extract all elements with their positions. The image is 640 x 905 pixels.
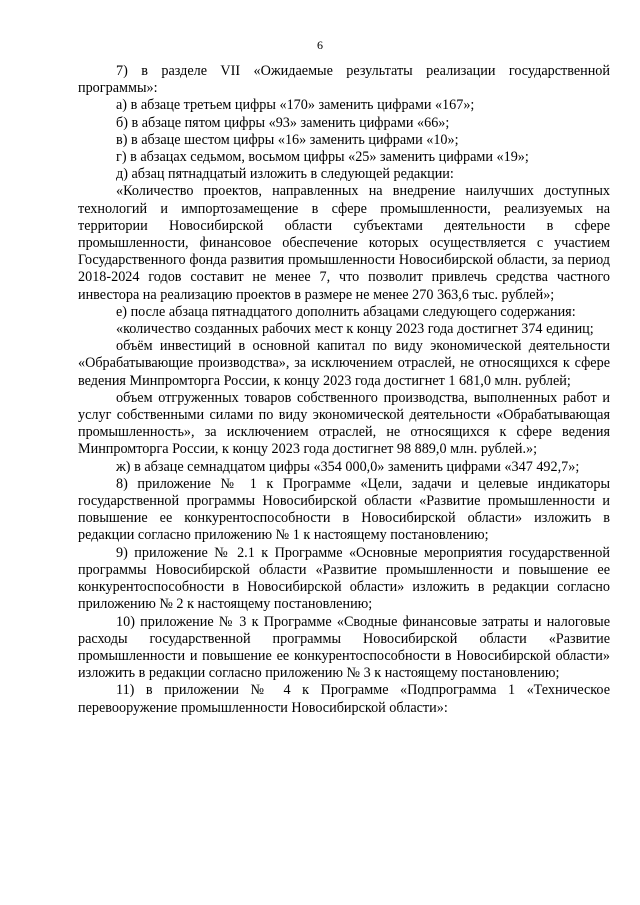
paragraph-subitem-d: д) абзац пятнадцатый изложить в следующей редакции: xyxy=(116,166,454,183)
paragraph-subitem-zh: ж) в абзаце семнадцатом цифры «354 000,0» заменить цифрами «347 492,7»; xyxy=(116,458,580,475)
page-number: 6 xyxy=(317,38,323,52)
paragraph-item-11: 11) в приложении № 4 к Программе «Подпрограмма 1 «Техническое перевооружение промышленности Новосибирской области»: xyxy=(78,682,610,716)
paragraph-subitem-a: а) в абзаце третьем цифры «170» заменить цифрами «167»; xyxy=(116,97,475,114)
paragraph-item-7: 7) в разделе VII «Ожидаемые результаты реализации государственной программы»: xyxy=(78,63,610,97)
paragraph-shipped-goods: объем отгруженных товаров собственного производства, выполненных работ и услуг собственными силами по виду экономической деятельности «Обрабатывающая промышленность», за исключением отраслей, не относящихся к сфере ведения Минпромторга России, к концу 2023 года достигнет 98 889,0 млн. рублей.»; xyxy=(78,389,610,458)
paragraph-subitem-g: г) в абзацах седьмом, восьмом цифры «25» заменить цифрами «19»; xyxy=(116,149,529,166)
paragraph-subitem-b: б) в абзаце пятом цифры «93» заменить цифрами «66»; xyxy=(116,114,450,131)
paragraph-projects-count: «Количество проектов, направленных на внедрение наилучших доступных технологий и импортозамещение в сфере промышленности, реализуемых на территории Новосибирской области субъектами деятельности в сфере промышленности, финансовое обеспечение которых осуществляется с участием Государственного фонда развития промышленности Новосибирской области, за период 2018-2024 годов составит не менее 7, что позволит привлечь средства частного инвестора на реализацию проектов в размере не менее 270 363,6 тыс. рублей»; xyxy=(78,183,610,303)
paragraph-subitem-v: в) в абзаце шестом цифры «16» заменить цифрами «10»; xyxy=(116,131,459,148)
paragraph-item-9: 9) приложение № 2.1 к Программе «Основные мероприятия государственной программы Новосибирской области «Развитие промышленности и повышение ее конкурентоспособности в Новосибирской области» изложить в редакции согласно приложению № 2 к настоящему постановлению; xyxy=(78,544,610,613)
paragraph-item-10: 10) приложение № 3 к Программе «Сводные финансовые затраты и налоговые расходы государственной программы Новосибирской области «Развитие промышленности и повышение ее конкурентоспособности в Новосибирской области» изложить в редакции согласно приложению № 3 к настоящему постановлению; xyxy=(78,613,610,682)
paragraph-investments: объём инвестиций в основной капитал по виду экономической деятельности «Обрабатывающие производства», за исключением отраслей, не относящихся к сфере ведения Минпромторга России, к концу 2023 года достигнет 1 681,0 млн. рублей; xyxy=(78,338,610,389)
paragraph-subitem-e: е) после абзаца пятнадцатого дополнить абзацами следующего содержания: xyxy=(116,303,576,320)
document-body xyxy=(78,63,610,717)
paragraph-item-8: 8) приложение № 1 к Программе «Цели, задачи и целевые индикаторы государственной программы Новосибирской области «Развитие промышленности и повышение ее конкурентоспособности в Новосибирской области» изложить в редакции согласно приложению № 1 к настоящему постановлению; xyxy=(78,475,610,544)
paragraph-jobs-created: «количество созданных рабочих мест к концу 2023 года достигнет 374 единиц; xyxy=(116,321,594,338)
